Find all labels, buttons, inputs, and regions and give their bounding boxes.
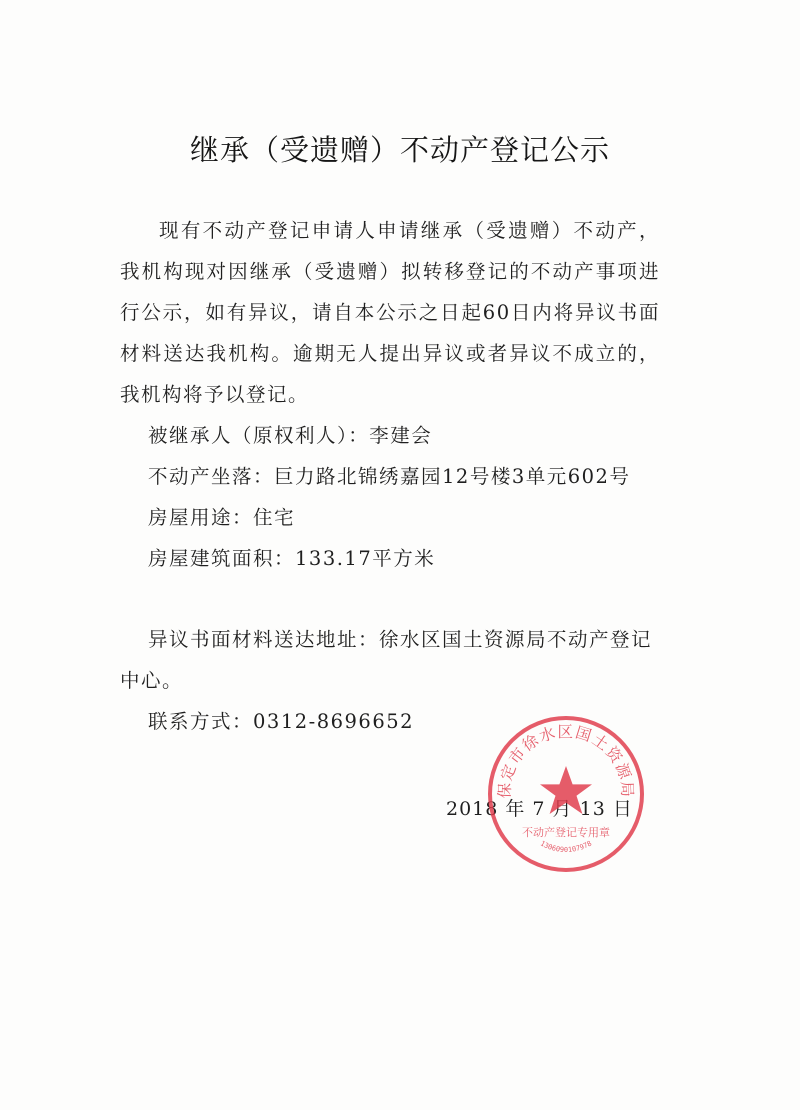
seal-inner-text: 不动产登记专用章	[522, 826, 610, 839]
seal-serial-number: 1306090107978	[538, 839, 594, 854]
seal-ring-text: 保定市徐水区国土资源局	[495, 722, 637, 799]
seal-star-icon	[540, 766, 592, 814]
official-seal-stamp	[486, 714, 646, 874]
document-title: 继承（受遗赠）不动产登记公示	[189, 133, 610, 167]
spacer	[120, 579, 660, 619]
objection-address: 异议书面材料送达地址：徐水区国土资源局不动产登记中心。	[120, 628, 653, 692]
field-decedent: 被继承人（原权利人）：李建会	[148, 424, 433, 447]
contact-info: 联系方式：0312-8696652	[148, 710, 415, 733]
field-property-use: 房屋用途：住宅	[148, 506, 296, 529]
document-date: 2018 年 7 月 13 日	[446, 798, 633, 820]
field-floor-area: 房屋建筑面积：133.17平方米	[148, 547, 436, 570]
intro-paragraph: 现有不动产登记申请人申请继承（受遗赠）不动产，我机构现对因继承（受遗赠）拟转移登记的不动产事项进行公示，如有异议，请自本公示之日起60日内将异议书面材料送达我机构。逾期无人提出异议或者异议不成立的，我机构将予以登记。	[120, 219, 660, 406]
document-body	[120, 210, 660, 742]
field-property-location: 不动产坐落：巨力路北锦绣嘉园12号楼3单元602号	[148, 465, 631, 488]
